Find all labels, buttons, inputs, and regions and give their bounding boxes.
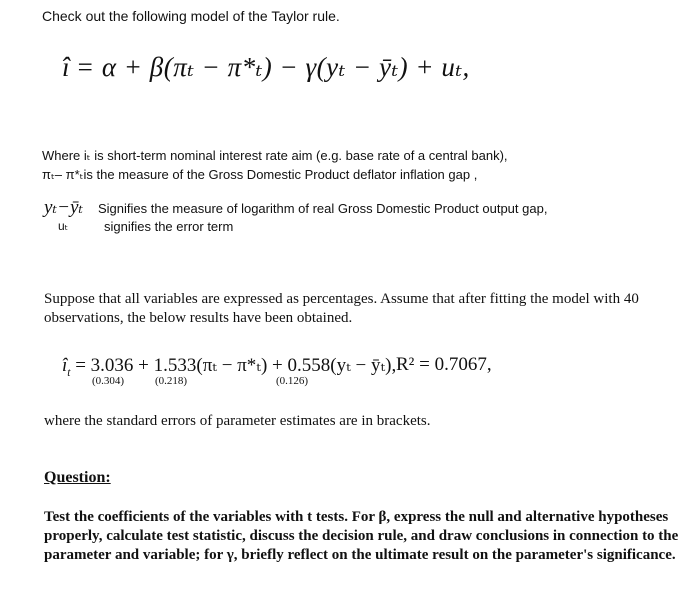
taylor-rule-equation: î = α + β(πₜ − π*ₜ) − γ(yₜ − ȳₜ) + uₜ, xyxy=(62,52,470,82)
error-term-symbol: uₜ xyxy=(58,219,69,233)
standard-error-gamma: (0.126) xyxy=(276,375,309,387)
definition-line-interest: Where iₜ is short-term nominal interest rate aim (e.g. base rate of a central bank), xyxy=(42,148,508,163)
error-term-definition: signifies the error term xyxy=(104,219,234,234)
fitted-rhs: = 3.036 + 1.533(πₜ − π*ₜ) + 0.558(yₜ − ȳₜ), xyxy=(75,355,397,376)
standard-error-beta: (0.218) xyxy=(155,375,188,387)
r-squared: R² = 0.7067, xyxy=(396,354,492,375)
fitted-lhs: $î_t$ xyxy=(62,355,71,379)
output-gap-definition: Signifies the measure of logarithm of real Gross Domestic Product output gap, xyxy=(98,201,548,216)
standard-errors-note: where the standard errors of parameter estimates are in brackets. xyxy=(44,413,431,429)
intro-text: Check out the following model of the Taylor rule. xyxy=(42,8,340,24)
question-heading: Question: xyxy=(44,469,111,486)
standard-error-intercept: (0.304) xyxy=(92,375,125,387)
question-text: Test the coefficients of the variables with t tests. For β, express the null and alternative hypotheses properly, calculate test statistic, discuss the decision rule, and draw conclusions in connection to the parameter and variable; for γ, briefly reflect on the ultimate result on the parameter's significance. xyxy=(44,509,679,563)
output-gap-symbol: yₜ−ȳₜ xyxy=(44,197,84,218)
variable-definitions xyxy=(42,146,508,184)
suppose-paragraph: Suppose that all variables are expressed as percentages. Assume that after fitting the model with 40 observations, the below results have been obtained. xyxy=(44,291,639,326)
definition-line-inflation: πₜ– π*ₜis the measure of the Gross Domestic Product deflator inflation gap , xyxy=(42,167,478,182)
